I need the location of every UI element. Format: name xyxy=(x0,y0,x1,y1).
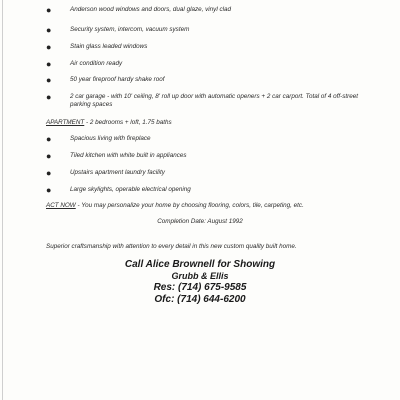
page-edge-line xyxy=(2,0,3,400)
bullet-icon: ● xyxy=(46,5,52,15)
act-now-heading: ACT NOW xyxy=(46,202,76,209)
bullet-icon: ● xyxy=(46,92,52,102)
apartment-item-text: Large skylights, operable electrical opening xyxy=(70,186,191,193)
feature-text: Stain glass leaded windows xyxy=(70,43,148,50)
contact-ofc-phone: Ofc: (714) 644-6200 xyxy=(154,294,246,305)
contact-call-line: Call Alice Brownell for Showing xyxy=(124,259,276,270)
apartment-heading: APARTMENT xyxy=(46,119,85,126)
apartment-summary: - 2 bedrooms + loft, 1.75 baths xyxy=(84,119,172,126)
apartment-item-text: Spacious living with fireplace xyxy=(70,135,151,142)
contact-res-phone: Res: (714) 675-9585 xyxy=(153,282,247,293)
completion-date: Completion Date: August 1992 xyxy=(157,218,243,225)
act-now-text: - You may personalize your home by choosing flooring, colors, tile, carpeting, etc. xyxy=(75,202,304,209)
apartment-item-text: Upstairs apartment laundry facility xyxy=(70,169,165,176)
bullet-icon: ● xyxy=(46,168,52,178)
bullet-icon: ● xyxy=(46,75,52,85)
bullet-icon: ● xyxy=(46,151,52,161)
apartment-item-text: Tiled kitchen with white built in appliances xyxy=(70,152,187,159)
feature-text: Air condition ready xyxy=(70,60,123,67)
feature-text: 2 car garage - with 10' ceiling, 8' roll up door with automatic openers + 2 car carport. Total of 4 off-street parking spaces xyxy=(70,93,358,109)
bullet-icon: ● xyxy=(46,42,52,52)
act-now-line xyxy=(46,202,304,210)
bullet-icon: ● xyxy=(46,59,52,69)
feature-text: Security system, intercom, vacuum system xyxy=(70,26,190,33)
craftsmanship-statement: Superior craftsmanship with attention to every detail in this new custom quality built home. xyxy=(46,243,297,250)
bullet-icon: ● xyxy=(46,134,52,144)
bullet-icon: ● xyxy=(46,25,52,35)
bullet-icon: ● xyxy=(46,185,52,195)
apartment-heading-line xyxy=(46,119,172,127)
contact-company: Grubb & Ellis xyxy=(171,271,229,281)
feature-text: 50 year fireproof hardy shake roof xyxy=(70,76,165,83)
feature-text: Anderson wood windows and doors, dual glaze, vinyl clad xyxy=(70,6,232,13)
